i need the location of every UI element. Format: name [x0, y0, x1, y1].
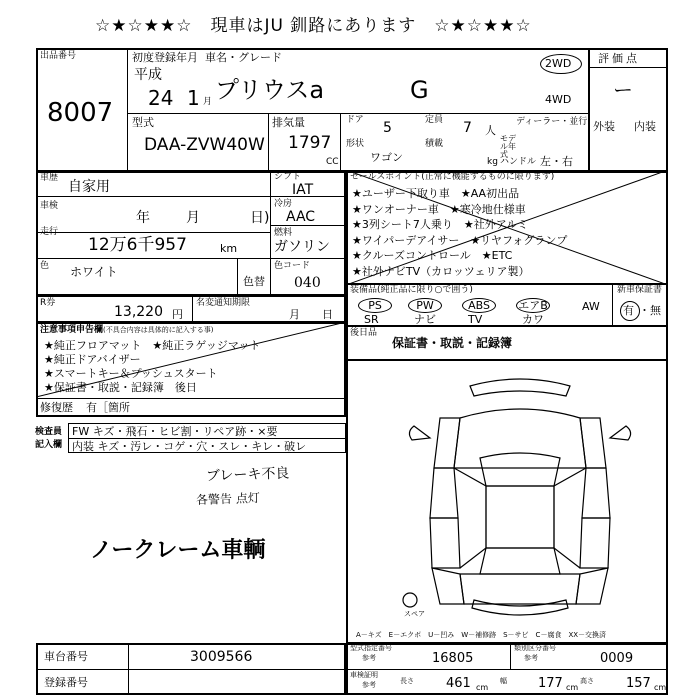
shift-label: シフト — [274, 172, 302, 182]
sales-point-item: ★ワンオーナー車 ★寒冷地仕様車 — [352, 202, 526, 216]
repair-value: 有［箇所 — [86, 401, 130, 414]
capacity-unit: 人 — [485, 124, 496, 137]
chassis-number: 3009566 — [190, 649, 253, 665]
height-label: 高さ — [580, 677, 594, 685]
sales-point-item: ★クルーズコントロール ★ETC — [352, 249, 513, 262]
sales-point-item: ★ワイパーデアイサー ★リヤフォグランプ — [352, 233, 568, 247]
length-unit: cm — [476, 683, 489, 692]
sales-point-item: ★3列シート7人乗り ★社外アルミ — [352, 218, 529, 231]
sales-points-strike — [346, 170, 668, 285]
color2-label: 色替 — [243, 275, 265, 288]
width: 177 — [538, 676, 563, 691]
length: 461 — [446, 676, 471, 691]
shape-label: 形状 — [346, 139, 365, 149]
mileage: 12万6千957 — [88, 235, 187, 255]
notes-label: 注意事項申告欄(不具合内容は具体的に記入する事) — [40, 325, 214, 335]
inspector-row-2: 内装 キズ・汚レ・コゲ・穴・スレ・キレ・破レ — [72, 440, 307, 453]
car-name: プリウスa — [215, 76, 325, 104]
grade: G — [410, 76, 429, 104]
cc: 1797 — [288, 133, 332, 153]
note-item: ★純正フロアマット ★純正ラゲッジマット — [44, 339, 261, 352]
warranty-has: 有 — [623, 304, 634, 317]
fuel: ガソリン — [274, 239, 330, 255]
class-number: 0009 — [600, 651, 634, 666]
shape: ワゴン — [370, 151, 403, 164]
equipment-item-label: ナビ — [414, 313, 436, 326]
recycle-value: 13,220 — [114, 304, 163, 320]
sales-point-item: ★社外ナビTV（カロッツェリア製） — [352, 264, 530, 278]
note-item: ★純正ドアバイザー — [44, 353, 141, 366]
rating-value: ー — [613, 78, 633, 102]
length-label: 長さ — [400, 677, 414, 685]
model-label: 型式 — [132, 116, 154, 129]
recycle-label: R券 — [40, 298, 56, 308]
inspection-label: 車検 — [40, 201, 59, 211]
doors-label: ドア — [346, 115, 364, 125]
dealer-label: ディーラー・並行 — [516, 117, 588, 127]
load-label: 積載 — [425, 139, 444, 149]
capacity-label: 定員 — [425, 115, 444, 125]
height-unit: cm — [654, 683, 667, 692]
inspector-row-1: FW キズ・飛石・ヒビ割・リペア跡・×要 — [72, 425, 278, 438]
equipment-code: ABS — [462, 298, 496, 313]
repair-label: 修復歴 — [40, 401, 73, 414]
reg-year: 24 — [148, 86, 174, 110]
color-code-label: 色コード — [274, 261, 311, 271]
color-code: 040 — [294, 275, 321, 291]
ac: AAC — [286, 209, 316, 225]
name-label: 車名・グレード — [205, 51, 282, 64]
mileage-label: 走行 — [40, 227, 59, 237]
type-number: 16805 — [432, 651, 474, 666]
cc-unit: CC — [326, 157, 339, 167]
reg-no-label: 登録番号 — [44, 676, 88, 689]
inspector-label-2: 記入欄 — [35, 440, 63, 450]
lot-label: 出品番号 — [40, 51, 77, 61]
car-damage-diagram — [400, 368, 640, 626]
history-label: 車歴 — [40, 173, 59, 183]
deadline-label: 名変通知期限 — [196, 298, 251, 308]
width-unit: cm — [566, 683, 579, 692]
later-docs-label: 後日品 — [350, 328, 378, 338]
inspection-year: 年 — [136, 210, 150, 226]
recycle-unit: 円 — [172, 308, 183, 321]
warranty-none: ・無 — [639, 304, 661, 317]
equipment-code: PS — [358, 298, 392, 313]
equipment-code: PW — [408, 298, 442, 313]
no-claim-title: ノークレーム車輌 — [90, 538, 266, 563]
damage-legend: A－キズ E－エクボ U－凹み W－補修跡 S－サビ C－腐食 XX－交換済 — [356, 631, 607, 639]
rating-exterior: 外装 — [593, 120, 615, 133]
spare-label: スペア — [404, 610, 425, 618]
color-label: 色 — [40, 261, 50, 271]
type-sub: 参考 — [362, 654, 376, 662]
handle: 左・右 — [540, 155, 573, 168]
lot-number: 8007 — [47, 98, 114, 128]
reg-month: 1 — [187, 86, 200, 110]
sales-points-label: セールスポイント(正常に機能するものに限ります) — [350, 172, 555, 182]
deadline-day: 日 — [322, 308, 333, 321]
cc-label: 排気量 — [272, 116, 305, 129]
handle-label: ハンドル — [500, 157, 537, 167]
load-unit: kg — [487, 157, 498, 167]
drive-2wd: 2WD — [545, 57, 572, 70]
mileage-unit: km — [220, 242, 238, 255]
color: ホワイト — [70, 265, 118, 279]
capacity: 7 — [463, 120, 472, 136]
height: 157 — [626, 676, 651, 691]
inspector-label-1: 検査員 — [35, 427, 63, 437]
reg-month-unit: 月 — [203, 97, 213, 107]
inspection-month: 月 — [186, 210, 200, 226]
later-docs-value: 保証書・取説・記録簿 — [392, 336, 513, 350]
reg-label: 初度登録年月 — [132, 51, 198, 64]
history-value: 自家用 — [68, 179, 110, 195]
equipment-code: エアB — [516, 298, 550, 313]
equipment-item-label: SR — [364, 313, 379, 326]
drive-4wd: 4WD — [545, 93, 572, 106]
reg-era: 平成 — [134, 67, 162, 83]
class-sub: 参考 — [524, 654, 538, 662]
sales-point-item: ★ユーザー下取り車 ★AA初出品 — [352, 187, 520, 200]
type-label: 型式指定番号 — [350, 644, 392, 652]
note-item: ★保証書・取説・記録簿 後日 — [44, 381, 197, 394]
equipment-aw: AW — [582, 300, 600, 313]
banner: ☆★☆★★☆ 現車はJU 釧路にあります ☆★☆★★☆ — [95, 16, 532, 36]
shift: IAT — [292, 182, 314, 198]
ac-label: 冷房 — [274, 199, 293, 209]
notes-strike — [36, 322, 346, 397]
model-year-label: モデル年式 — [500, 134, 516, 159]
equipment-item-label: TV — [468, 313, 483, 326]
handwritten-brake: ブレーキ不良 — [205, 465, 290, 485]
note-item: ★スマートキー＆プッシュスタート — [44, 367, 218, 380]
model: DAA-ZVW40W — [144, 135, 265, 155]
cert-label: 車検証明 — [350, 671, 378, 679]
inspection-day: 日) — [250, 210, 270, 226]
equipment-item-label: カワ — [522, 313, 544, 326]
rating-interior: 内装 — [634, 120, 656, 133]
deadline-month: 月 — [289, 308, 300, 321]
width-label: 幅 — [500, 677, 507, 685]
doors: 5 — [383, 120, 392, 136]
cert-sub: 参考 — [362, 681, 376, 689]
handwritten-warning: 各警告 点灯 — [195, 490, 261, 508]
equipment-label: 装備品(純正品に限り○で囲う) — [350, 285, 473, 295]
class-label: 類別区分番号 — [514, 644, 556, 652]
new-warranty-label: 新車保証書 — [617, 285, 663, 295]
rating-label: 評価点 — [598, 52, 640, 65]
chassis-label: 車台番号 — [44, 650, 88, 663]
fuel-label: 燃料 — [274, 228, 293, 238]
